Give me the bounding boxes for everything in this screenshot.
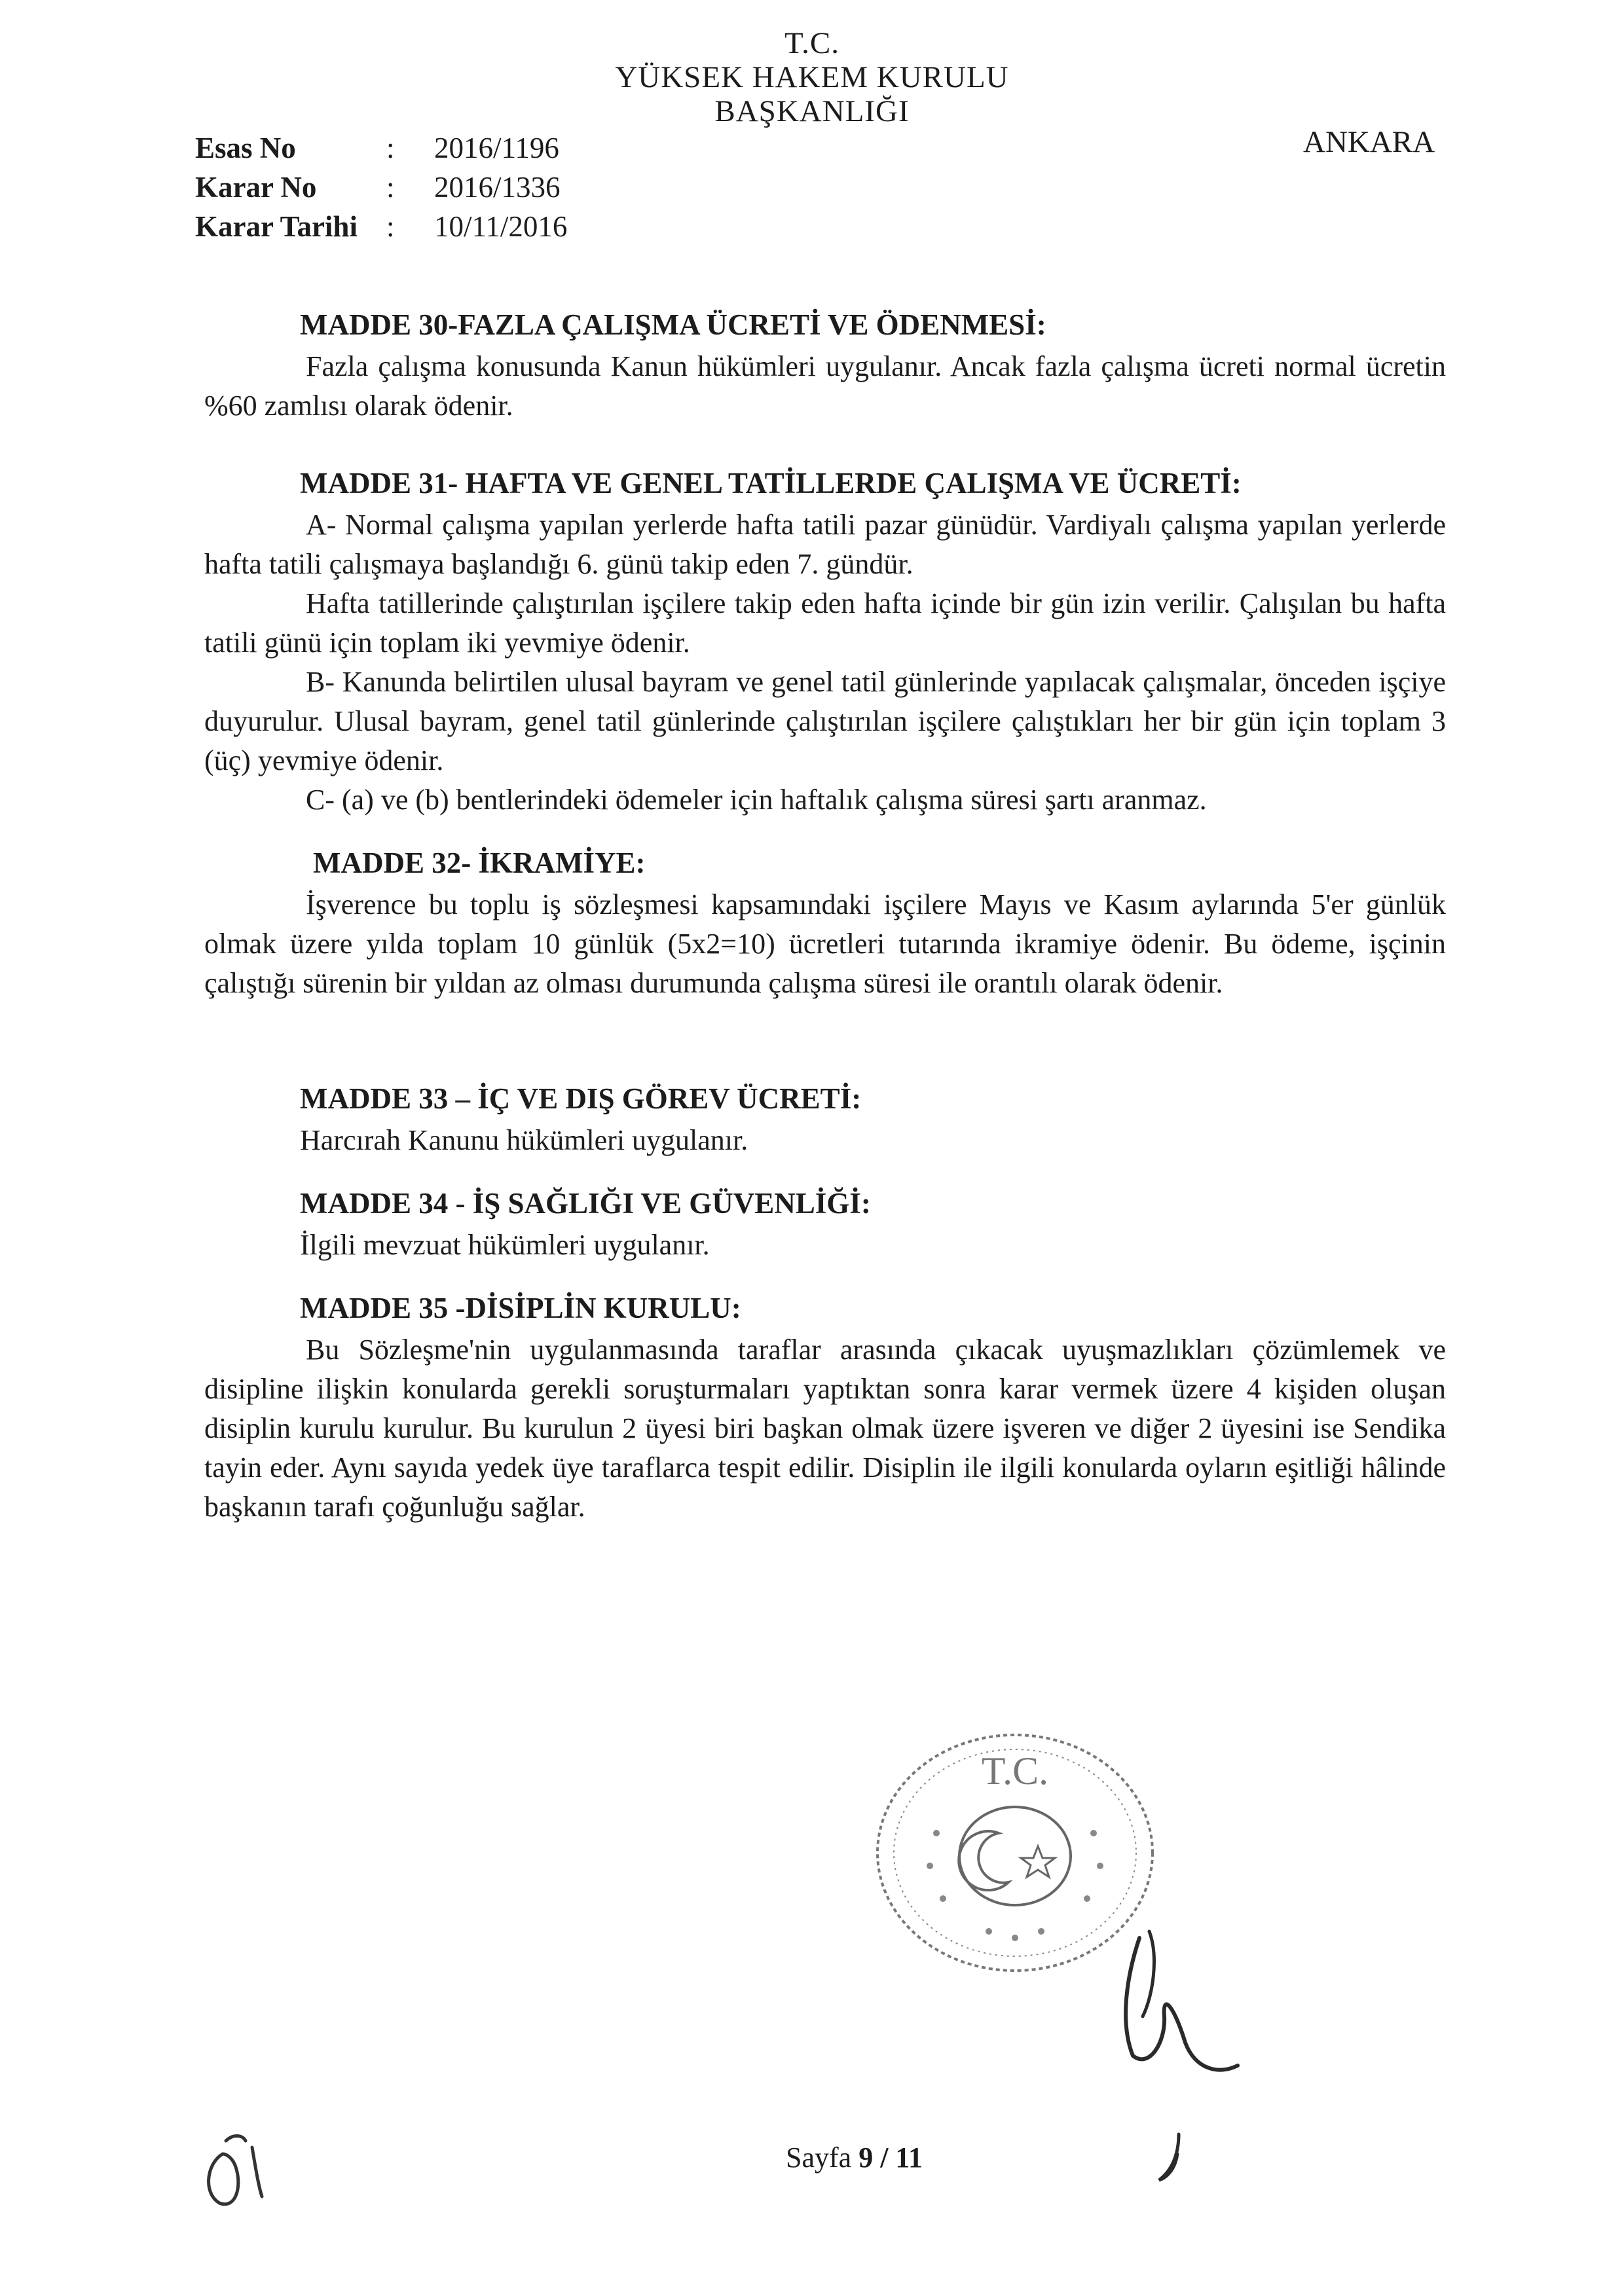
article-31-paragraph-a [204,505,1446,584]
city-label: ANKARA [1303,125,1435,159]
article-35-text: Bu Sözleşme'nin uygulanmasında taraflar arasında çıkacak uyuşmazlıkları çözümlemek ve disipline ilişkin konularda gerekli soruşturmaları yaptıktan sonra karar vermek üzere 4 kişiden oluşan disiplin kurulu kurulur. Bu kurulun 2 üyesi biri başkan olmak üzere işveren ve diğer 2 üyesini ise Sendika tayin eder. Aynı sayıda yedek üye taraflarca tespit edilir. Disiplin ile ilgili konularda oyların eşitliği hâlinde başkanın tarafı çoğunluğu sağlar. [204,1334,1446,1523]
article-31-heading: MADDE 31- HAFTA VE GENEL TATİLLERDE ÇALIŞMA VE ÜCRETİ: [300,467,1242,500]
meta-label: Karar No [195,171,317,204]
meta-colon: : [386,210,395,243]
article-32-heading: MADDE 32- İKRAMİYE: [313,847,646,879]
seal-text: T.C. [981,1749,1049,1793]
article-35-heading: MADDE 35 -DİSİPLİN KURULU: [300,1292,741,1324]
meta-value: 2016/1336 [434,171,561,204]
meta-label: Karar Tarihi [195,210,358,243]
article-32-paragraph [204,885,1446,1003]
article-32-text: İşverence bu toplu iş sözleşmesi kapsamındaki işçilere Mayıs ve Kasım aylarında 5'er günlük olmak üzere yılda toplam 10 günlük (5x2=10) ücretleri tutarında ikramiye ödenir. Bu ödeme, işçinin çalıştığı sürenin bir yıldan az olması durumunda çalışma süresi ile orantılı olarak ödenir. [204,888,1446,999]
article-31-paragraph-c [204,780,1446,820]
article-31-text-a2: Hafta tatillerinde çalıştırılan işçilere takip eden hafta içinde bir gün izin verilir. Çalışılan bu hafta tatili günü için toplam iki yevmiye ödenir. [204,587,1446,659]
meta-value: 2016/1196 [434,132,559,164]
header-presidency: BAŞKANLIĞI [714,94,910,128]
header-tc: T.C. [784,26,840,60]
handwritten-signature [1113,1918,1257,2193]
page-label: Sayfa [786,2141,852,2174]
signature-icon [1113,1918,1257,2193]
article-35-paragraph [204,1330,1446,1527]
header-institution: YÜKSEK HAKEM KURULU [615,60,1009,94]
meta-label: Esas No [195,132,296,164]
meta-colon: : [386,132,395,164]
article-31-text-a: A- Normal çalışma yapılan yerlerde hafta tatili pazar günüdür. Vardiyalı çalışma yapılan yerlerde hafta tatili çalışmaya başlandığı 6. günü takip eden 7. gündür. [204,509,1446,580]
meta-value: 10/11/2016 [434,210,568,243]
article-34-heading: MADDE 34 - İŞ SAĞLIĞI VE GÜVENLİĞİ: [300,1187,871,1220]
handwritten-initials [196,2115,288,2219]
article-31-text-b: B- Kanunda belirtilen ulusal bayram ve genel tatil günlerinde yapılacak çalışmalar, önceden işçiye duyurulur. Ulusal bayram, genel tatil günlerinde çalıştırılan işçilere çalıştıkları her bir gün için toplam 3 (üç) yevmiye ödenir. [204,666,1446,776]
article-31-paragraph-a2 [204,584,1446,663]
page-footer [786,2141,923,2174]
initials-icon [196,2115,288,2219]
article-31-text-c: C- (a) ve (b) bentlerindeki ödemeler için haftalık çalışma süresi şartı aranmaz. [306,784,1207,816]
article-30-text: Fazla çalışma konusunda Kanun hükümleri uygulanır. Ancak fazla çalışma ücreti normal ücretin %60 zamlısı olarak ödenir. [204,350,1446,422]
article-30-paragraph [204,347,1446,426]
meta-colon: : [386,171,395,204]
article-33-heading: MADDE 33 – İÇ VE DIŞ GÖREV ÜCRETİ: [300,1082,862,1115]
article-31-paragraph-b [204,663,1446,780]
article-34-text: İlgili mevzuat hükümleri uygulanır. [300,1229,710,1261]
article-30-heading: MADDE 30-FAZLA ÇALIŞMA ÜCRETİ VE ÖDENMESİ: [300,308,1046,341]
page-number: 9 / 11 [858,2141,923,2174]
article-33-text: Harcırah Kanunu hükümleri uygulanır. [300,1124,748,1156]
